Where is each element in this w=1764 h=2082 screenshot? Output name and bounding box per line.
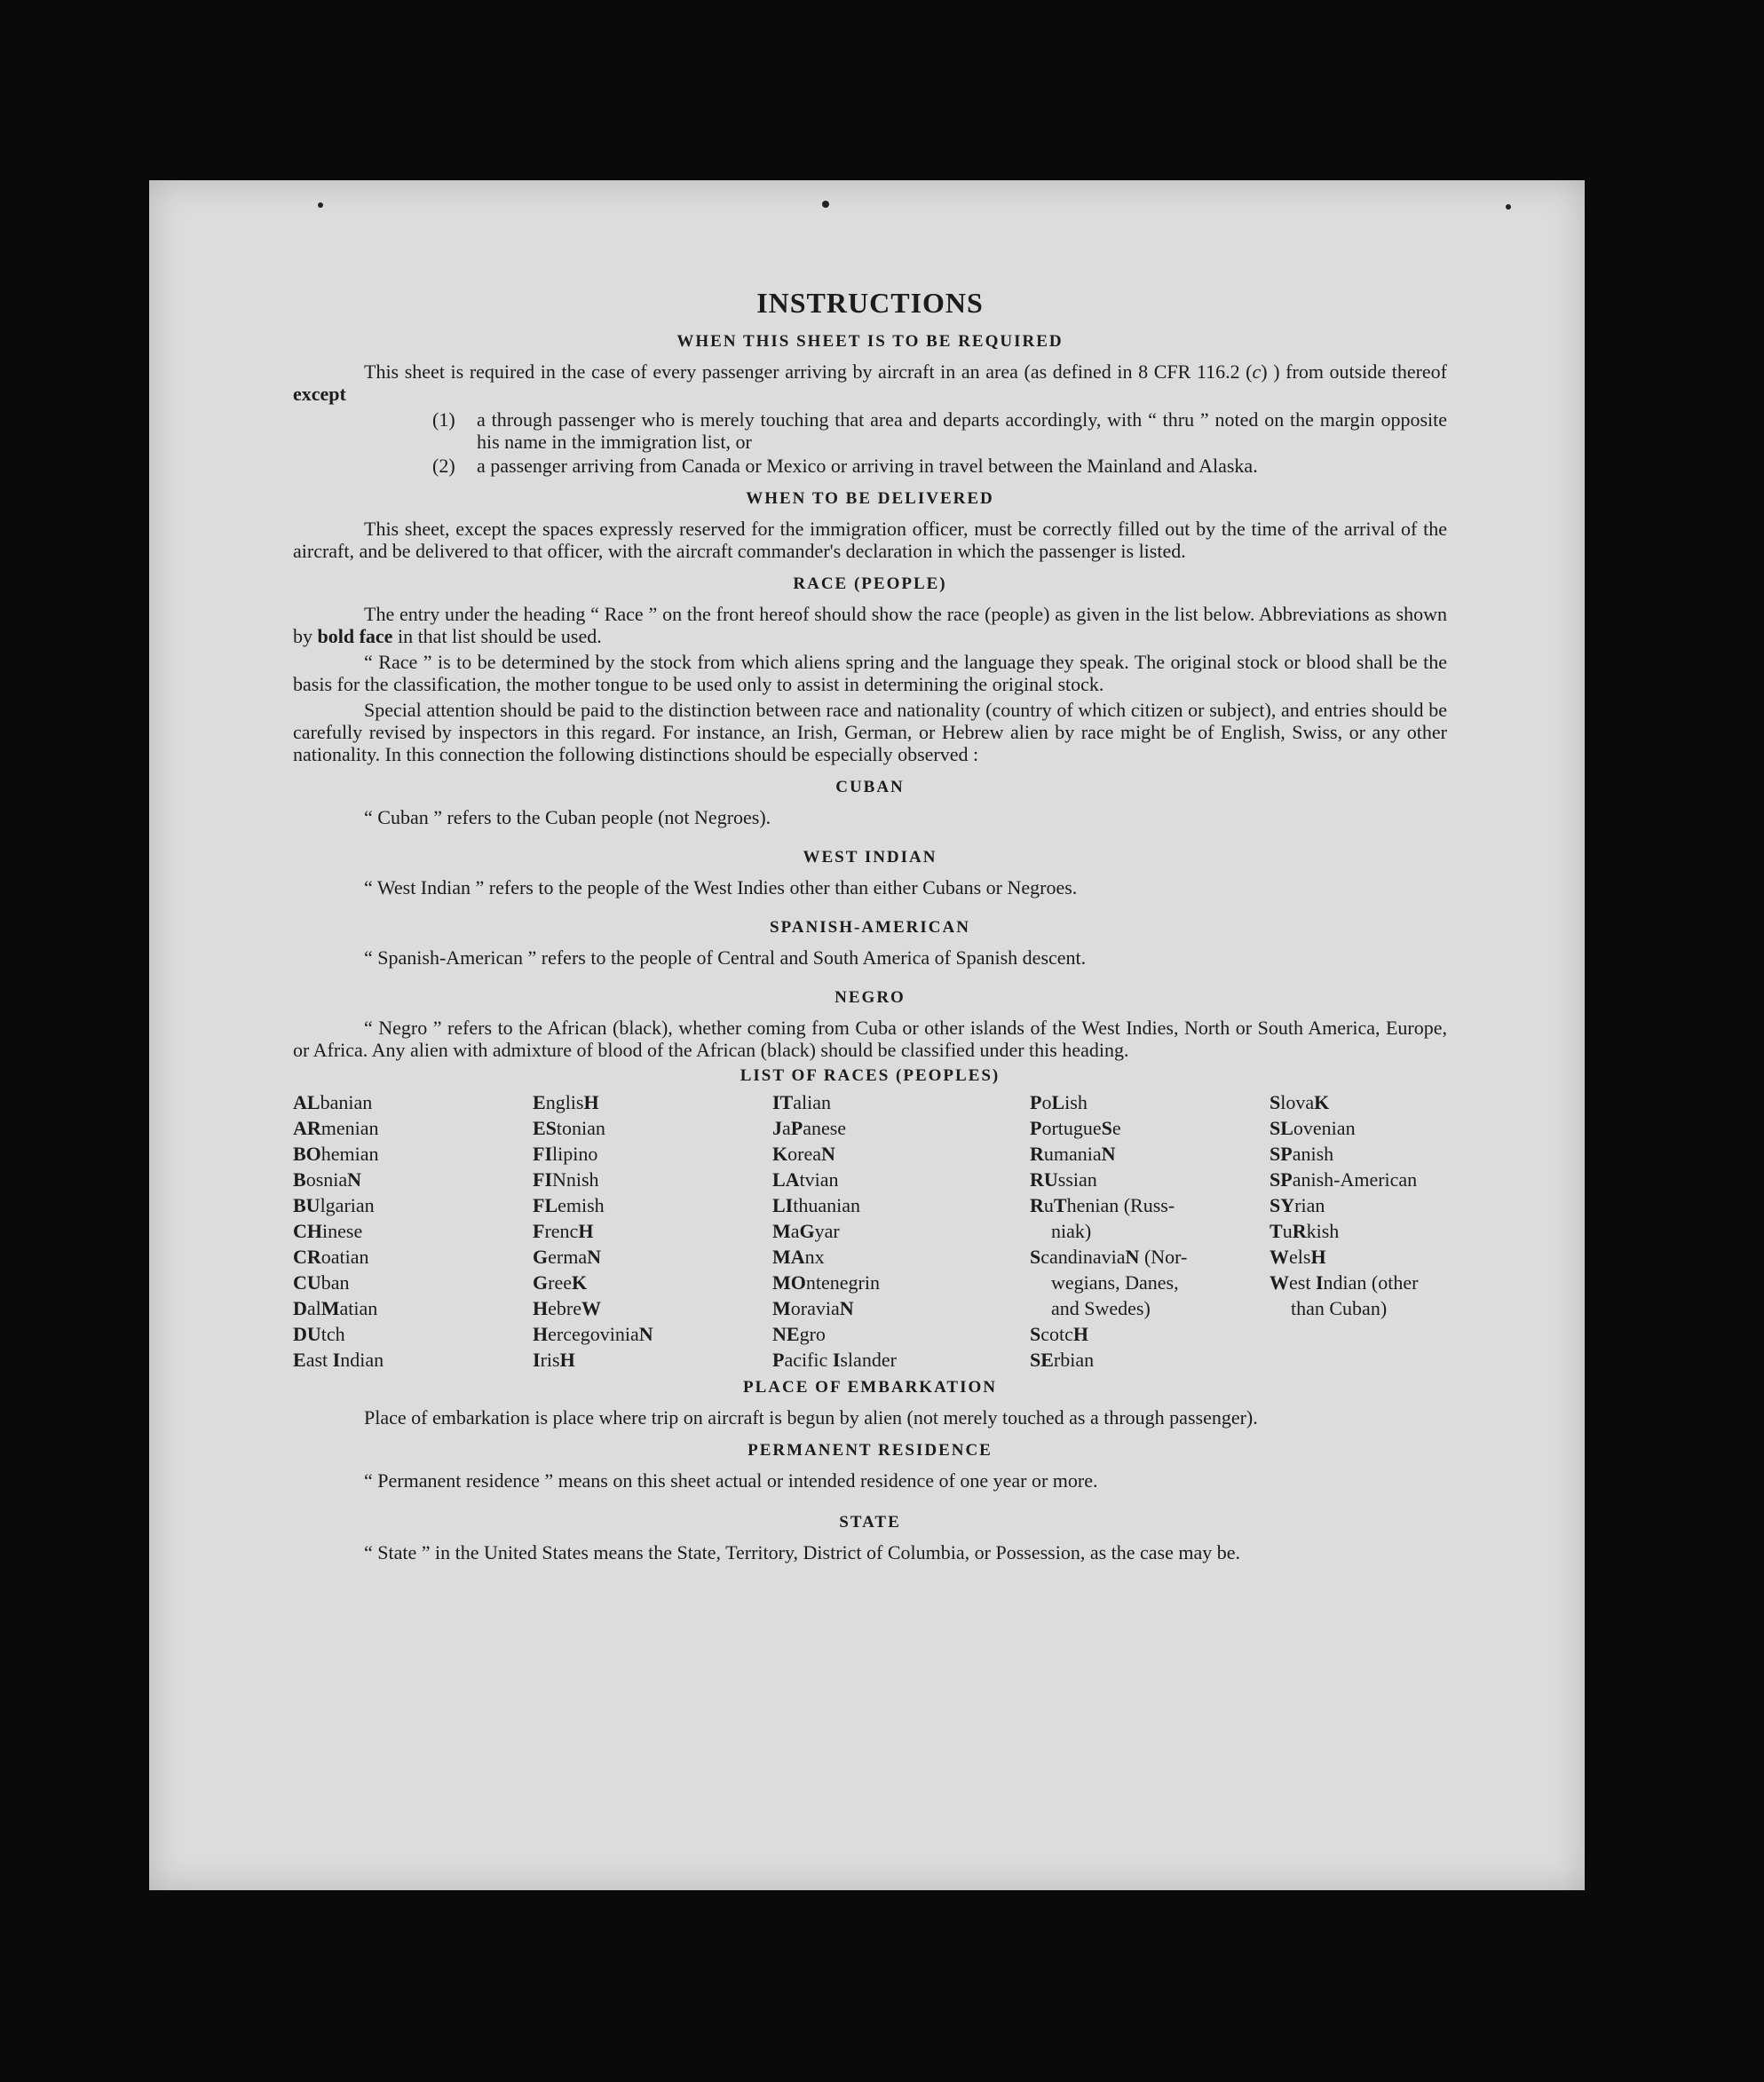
race-abbrev: N xyxy=(820,1143,835,1165)
required-intro-text: This sheet is required in the case of every passenger arriving by aircraft in an area (as defined in 8 CFR 116.2 ( xyxy=(364,360,1253,383)
race-abbrev: BU xyxy=(293,1194,320,1216)
race-text: ortugue xyxy=(1041,1117,1102,1139)
race-abbrev: M xyxy=(772,1297,791,1319)
race-abbrev: F xyxy=(533,1220,545,1242)
embarkation-text: Place of embarkation is place where trip on aircraft is begun by alien (not merely touched as a through passenger). xyxy=(364,1406,1258,1429)
race-text: u xyxy=(1043,1194,1054,1216)
race-text: ndian (other xyxy=(1323,1271,1419,1294)
race-entry xyxy=(1270,1089,1447,1115)
race-entry xyxy=(533,1115,772,1141)
race-text: est xyxy=(1289,1271,1316,1294)
race-abbrev: B xyxy=(293,1168,306,1191)
required-intro-text-2: ) ) from outside thereof xyxy=(1261,360,1447,383)
race-entry xyxy=(772,1244,1030,1270)
race-entry xyxy=(293,1244,533,1270)
race-text: ris xyxy=(540,1349,560,1371)
race-entry xyxy=(1270,1115,1447,1141)
race-text: ast xyxy=(305,1349,333,1371)
race-text: hemian xyxy=(320,1143,379,1165)
race-text: ssian xyxy=(1057,1168,1097,1191)
race-abbrev: DU xyxy=(293,1323,321,1345)
race-entry xyxy=(772,1089,1030,1115)
item-text: a through passenger who is merely touching that area and departs accordingly, with “ thru ” noted on the margin opposite his name in the immigration list, or xyxy=(477,408,1447,453)
race-text: osnia xyxy=(305,1168,348,1191)
race-entry xyxy=(772,1270,1030,1295)
heading-state: STATE xyxy=(839,1513,901,1532)
race-entry xyxy=(293,1270,533,1295)
heading-embarkation: PLACE OF EMBARKATION xyxy=(743,1378,997,1397)
race-entry xyxy=(1270,1192,1447,1218)
race-abbrev: P xyxy=(790,1117,803,1139)
race-entry xyxy=(1270,1244,1447,1270)
item-text: a passenger arriving from Canada or Mexico or arriving in travel between the Mainland and Alaska. xyxy=(477,455,1258,477)
race-entry xyxy=(533,1270,772,1295)
race-p1-text-2: in that list should be used. xyxy=(392,625,602,647)
heading-cuban: CUBAN xyxy=(835,778,905,796)
race-abbrev: R xyxy=(1292,1220,1307,1242)
race-text: ercegovinia xyxy=(548,1323,639,1345)
race-text: anish-American xyxy=(1292,1168,1418,1191)
races-column-1 xyxy=(293,1089,533,1373)
race-abbrev: LA xyxy=(772,1168,800,1191)
race-text: lova xyxy=(1280,1091,1315,1113)
race-abbrev: N xyxy=(1125,1246,1140,1268)
permanent-residence-text: “ Permanent residence ” means on this sheet actual or intended residence of one year or more. xyxy=(364,1469,1098,1492)
race-text: ban xyxy=(320,1271,350,1294)
race-abbrev: IT xyxy=(772,1091,794,1113)
state-text: “ State ” in the United States means the State, Territory, District of Columbia, or Possession, as the case may be. xyxy=(364,1541,1241,1563)
race-abbrev: G xyxy=(533,1271,549,1294)
race-abbrev: NE xyxy=(772,1323,800,1345)
race-abbrev: S xyxy=(1030,1323,1041,1345)
race-abbrev: H xyxy=(1310,1246,1326,1268)
race-abbrev: W xyxy=(1270,1246,1289,1268)
race-abbrev: CH xyxy=(293,1220,322,1242)
race-text: wegians, Danes, xyxy=(1051,1271,1179,1294)
race-abbrev: FL xyxy=(533,1194,558,1216)
race-p1-text: The entry under the heading “ Race ” on the front hereof should show the race (people) as given in the list below. Abbreviations as shown by xyxy=(293,603,1447,647)
race-entry xyxy=(293,1192,533,1218)
race-text: niak) xyxy=(1051,1220,1092,1242)
race-abbrev: FI xyxy=(533,1168,552,1191)
race-abbrev: ES xyxy=(533,1117,557,1139)
race-abbrev: SL xyxy=(1270,1117,1293,1139)
race-text: atian xyxy=(339,1297,378,1319)
heading-delivered: WHEN TO BE DELIVERED xyxy=(746,489,994,508)
race-text: yar xyxy=(814,1220,840,1242)
race-abbrev: S xyxy=(1270,1091,1281,1113)
race-abbrev: R xyxy=(1030,1194,1044,1216)
race-text: a xyxy=(782,1117,791,1139)
spanish-american-text: “ Spanish-American ” refers to the people of Central and South America of Spanish descent. xyxy=(364,946,1087,969)
race-abbrev: T xyxy=(1053,1194,1067,1216)
race-abbrev: H xyxy=(559,1349,575,1371)
race-abbrev: H xyxy=(578,1220,594,1242)
race-text: lipino xyxy=(552,1143,598,1165)
race-paragraph-2: “ Race ” is to be determined by the stock from which aliens spring and the language they speak. The original stock or blood shall be the basis for the classification, the mother tongue to be used only to assist in determining the original stock. xyxy=(293,651,1447,695)
race-text: menian xyxy=(320,1117,379,1139)
races-column-5 xyxy=(1270,1089,1447,1373)
race-entry xyxy=(293,1347,533,1373)
race-text: u xyxy=(1282,1220,1293,1242)
heading-negro: NEGRO xyxy=(835,988,906,1007)
race-abbrev: I xyxy=(1315,1271,1324,1294)
race-text: erma xyxy=(548,1246,588,1268)
race-entry xyxy=(533,1167,772,1192)
required-intro-subsection: c xyxy=(1252,360,1262,383)
race-text: banian xyxy=(320,1091,373,1113)
race-abbrev: SY xyxy=(1270,1194,1295,1216)
race-abbrev: I xyxy=(832,1349,841,1371)
race-text: (Nor- xyxy=(1139,1246,1188,1268)
race-text: ebre xyxy=(548,1297,581,1319)
race-entry xyxy=(1270,1295,1447,1321)
races-column-3 xyxy=(772,1089,1030,1373)
race-abbrev: M xyxy=(320,1297,340,1319)
race-abbrev: H xyxy=(533,1323,549,1345)
race-abbrev: R xyxy=(1030,1143,1044,1165)
race-text: slander xyxy=(840,1349,897,1371)
race-entry xyxy=(772,1167,1030,1192)
heading-west-indian: WEST INDIAN xyxy=(803,848,937,867)
race-text: oravia xyxy=(790,1297,840,1319)
cuban-text: “ Cuban ” refers to the Cuban people (not Negroes). xyxy=(364,806,771,828)
race-text: inese xyxy=(322,1220,363,1242)
race-abbrev: N xyxy=(638,1323,653,1345)
race-text: cotc xyxy=(1040,1323,1073,1345)
race-entry xyxy=(533,1321,772,1347)
race-abbrev: K xyxy=(1314,1091,1330,1113)
heading-required: WHEN THIS SHEET IS TO BE REQUIRED xyxy=(676,332,1064,351)
race-abbrev: I xyxy=(332,1349,341,1371)
race-entry xyxy=(772,1321,1030,1347)
race-text: a xyxy=(790,1220,800,1242)
race-entry xyxy=(533,1192,772,1218)
required-item-1 xyxy=(432,408,1447,453)
race-abbrev: L xyxy=(1051,1091,1065,1113)
race-entry xyxy=(1030,1244,1270,1270)
race-abbrev: P xyxy=(772,1349,785,1371)
race-entry xyxy=(1270,1141,1447,1167)
race-text: acific xyxy=(784,1349,833,1371)
race-abbrev: T xyxy=(1270,1220,1283,1242)
race-abbrev: E xyxy=(293,1349,306,1371)
race-entry xyxy=(772,1141,1030,1167)
race-text: kish xyxy=(1306,1220,1340,1242)
required-except: except xyxy=(293,383,346,405)
race-entry xyxy=(1030,1115,1270,1141)
race-entry xyxy=(772,1218,1030,1244)
race-entry xyxy=(1030,1167,1270,1192)
document-sheet xyxy=(149,180,1585,1890)
race-entry xyxy=(533,1218,772,1244)
race-text: e xyxy=(1111,1117,1121,1139)
race-text: emish xyxy=(558,1194,605,1216)
race-text: nglis xyxy=(545,1091,584,1113)
race-text: al xyxy=(306,1297,321,1319)
race-text: ree xyxy=(548,1271,572,1294)
item-number: (1) xyxy=(432,408,455,431)
race-entry xyxy=(533,1141,772,1167)
race-text: renc xyxy=(544,1220,579,1242)
race-entry xyxy=(533,1295,772,1321)
race-entry xyxy=(533,1089,772,1115)
races-column-4 xyxy=(1030,1089,1270,1373)
race-abbrev: H xyxy=(1072,1323,1089,1345)
races-table xyxy=(293,1089,1447,1373)
race-entry xyxy=(293,1167,533,1192)
race-entry xyxy=(1030,1321,1270,1347)
race-entry xyxy=(1270,1218,1447,1244)
race-text: rbian xyxy=(1053,1349,1095,1371)
race-abbrev: W xyxy=(581,1297,601,1319)
race-abbrev: D xyxy=(293,1297,307,1319)
race-text: tch xyxy=(320,1323,345,1345)
races-column-2 xyxy=(533,1089,772,1373)
race-abbrev: MO xyxy=(772,1271,806,1294)
heading-spanish-american: SPANISH-AMERICAN xyxy=(770,918,970,937)
race-abbrev: P xyxy=(1030,1117,1042,1139)
race-abbrev: S xyxy=(1030,1246,1041,1268)
race-abbrev: I xyxy=(533,1349,541,1371)
race-abbrev: P xyxy=(1030,1091,1042,1113)
race-entry xyxy=(293,1295,533,1321)
race-entry xyxy=(772,1115,1030,1141)
race-entry xyxy=(1030,1089,1270,1115)
race-abbrev: N xyxy=(1101,1143,1116,1165)
punch-mark xyxy=(822,201,829,208)
race-text: candinavia xyxy=(1040,1246,1126,1268)
race-entry xyxy=(293,1321,533,1347)
west-indian-text: “ West Indian ” refers to the people of the West Indies other than either Cubans or Negroes. xyxy=(364,876,1078,899)
race-paragraph-1 xyxy=(293,603,1447,647)
race-entry xyxy=(1270,1167,1447,1192)
race-text: umania xyxy=(1043,1143,1102,1165)
race-text: ntenegrin xyxy=(805,1271,880,1294)
race-entry xyxy=(533,1347,772,1373)
race-entry xyxy=(1030,1347,1270,1373)
race-text: thuanian xyxy=(793,1194,861,1216)
race-entry xyxy=(1030,1218,1270,1244)
heading-list-of-races: LIST OF RACES (PEOPLES) xyxy=(740,1066,1001,1085)
race-abbrev: BO xyxy=(293,1143,321,1165)
race-paragraph-3: Special attention should be paid to the distinction between race and nationality (country of which citizen or subject), and entries should be carefully revised by inspectors in this regard. For instance, an Irish, German, or Hebrew alien by race might be of English, Swiss, or any other nationality. In this connection the following distinctions should be especially observed : xyxy=(293,699,1447,765)
race-abbrev: SP xyxy=(1270,1143,1293,1165)
required-intro xyxy=(293,360,1447,405)
race-text: nx xyxy=(804,1246,825,1268)
race-text: gro xyxy=(799,1323,826,1345)
race-abbrev: G xyxy=(533,1246,549,1268)
race-abbrev: J xyxy=(772,1117,782,1139)
race-abbrev: E xyxy=(533,1091,546,1113)
race-entry xyxy=(772,1192,1030,1218)
race-abbrev: N xyxy=(347,1168,362,1191)
punch-mark xyxy=(318,202,323,208)
negro-text: “ Negro ” refers to the African (black), whether coming from Cuba or other islands of the West Indies, North or South America, Europe, or Africa. Any alien with admixture of blood of the African (black) should be classified under this heading. xyxy=(293,1017,1447,1061)
race-abbrev: SP xyxy=(1270,1168,1293,1191)
race-abbrev: K xyxy=(772,1143,788,1165)
race-abbrev: AL xyxy=(293,1091,320,1113)
race-entry xyxy=(293,1218,533,1244)
race-text: ish xyxy=(1064,1091,1088,1113)
race-text: Nnish xyxy=(552,1168,599,1191)
race-text: o xyxy=(1041,1091,1052,1113)
race-text: els xyxy=(1289,1246,1311,1268)
delivered-text: This sheet, except the spaces expressly reserved for the immigration officer, must be correctly filled out by the time of the arrival of the aircraft, and be delivered to that officer, with the aircraft commander's declaration in which the passenger is listed. xyxy=(293,518,1447,562)
race-abbrev: H xyxy=(583,1091,599,1113)
race-text: and Swedes) xyxy=(1051,1297,1151,1319)
race-entry xyxy=(1270,1270,1447,1295)
race-abbrev: SE xyxy=(1030,1349,1054,1371)
race-text: alian xyxy=(793,1091,832,1113)
race-text: than Cuban) xyxy=(1291,1297,1388,1319)
race-entry xyxy=(772,1295,1030,1321)
race-text: orea xyxy=(787,1143,821,1165)
race-entry xyxy=(772,1347,1030,1373)
race-text: anish xyxy=(1292,1143,1334,1165)
required-item-2 xyxy=(432,455,1447,477)
heading-permanent-residence: PERMANENT RESIDENCE xyxy=(748,1441,993,1460)
race-entry xyxy=(1030,1141,1270,1167)
race-text: tvian xyxy=(799,1168,839,1191)
page-title: INSTRUCTIONS xyxy=(756,287,984,319)
race-abbrev: W xyxy=(1270,1271,1289,1294)
race-abbrev: N xyxy=(587,1246,601,1268)
race-entry xyxy=(1030,1295,1270,1321)
race-text: ovenian xyxy=(1293,1117,1356,1139)
race-text: tonian xyxy=(556,1117,605,1139)
race-abbrev: G xyxy=(799,1220,815,1242)
race-entry xyxy=(293,1141,533,1167)
race-abbrev: MA xyxy=(772,1246,805,1268)
race-abbrev: CR xyxy=(293,1246,321,1268)
race-entry xyxy=(293,1115,533,1141)
race-abbrev: N xyxy=(839,1297,854,1319)
race-abbrev: K xyxy=(571,1271,588,1294)
race-p1-bold: bold face xyxy=(317,625,393,647)
race-abbrev: RU xyxy=(1030,1168,1058,1191)
race-text: lgarian xyxy=(320,1194,375,1216)
punch-mark xyxy=(1506,204,1511,210)
race-abbrev: FI xyxy=(533,1143,552,1165)
race-abbrev: CU xyxy=(293,1271,321,1294)
race-text: henian (Russ- xyxy=(1066,1194,1175,1216)
item-number: (2) xyxy=(432,455,455,477)
race-text: ndian xyxy=(340,1349,384,1371)
race-entry xyxy=(1030,1192,1270,1218)
race-entry xyxy=(533,1244,772,1270)
race-abbrev: M xyxy=(772,1220,791,1242)
race-entry xyxy=(293,1089,533,1115)
race-entry xyxy=(1030,1270,1270,1295)
document-content xyxy=(293,287,1447,1567)
race-abbrev: LI xyxy=(772,1194,794,1216)
race-text: oatian xyxy=(320,1246,369,1268)
race-abbrev: S xyxy=(1101,1117,1112,1139)
race-text: rian xyxy=(1294,1194,1325,1216)
race-abbrev: AR xyxy=(293,1117,321,1139)
race-text: anese xyxy=(803,1117,847,1139)
heading-race: RACE (PEOPLE) xyxy=(793,574,947,593)
race-abbrev: H xyxy=(533,1297,549,1319)
